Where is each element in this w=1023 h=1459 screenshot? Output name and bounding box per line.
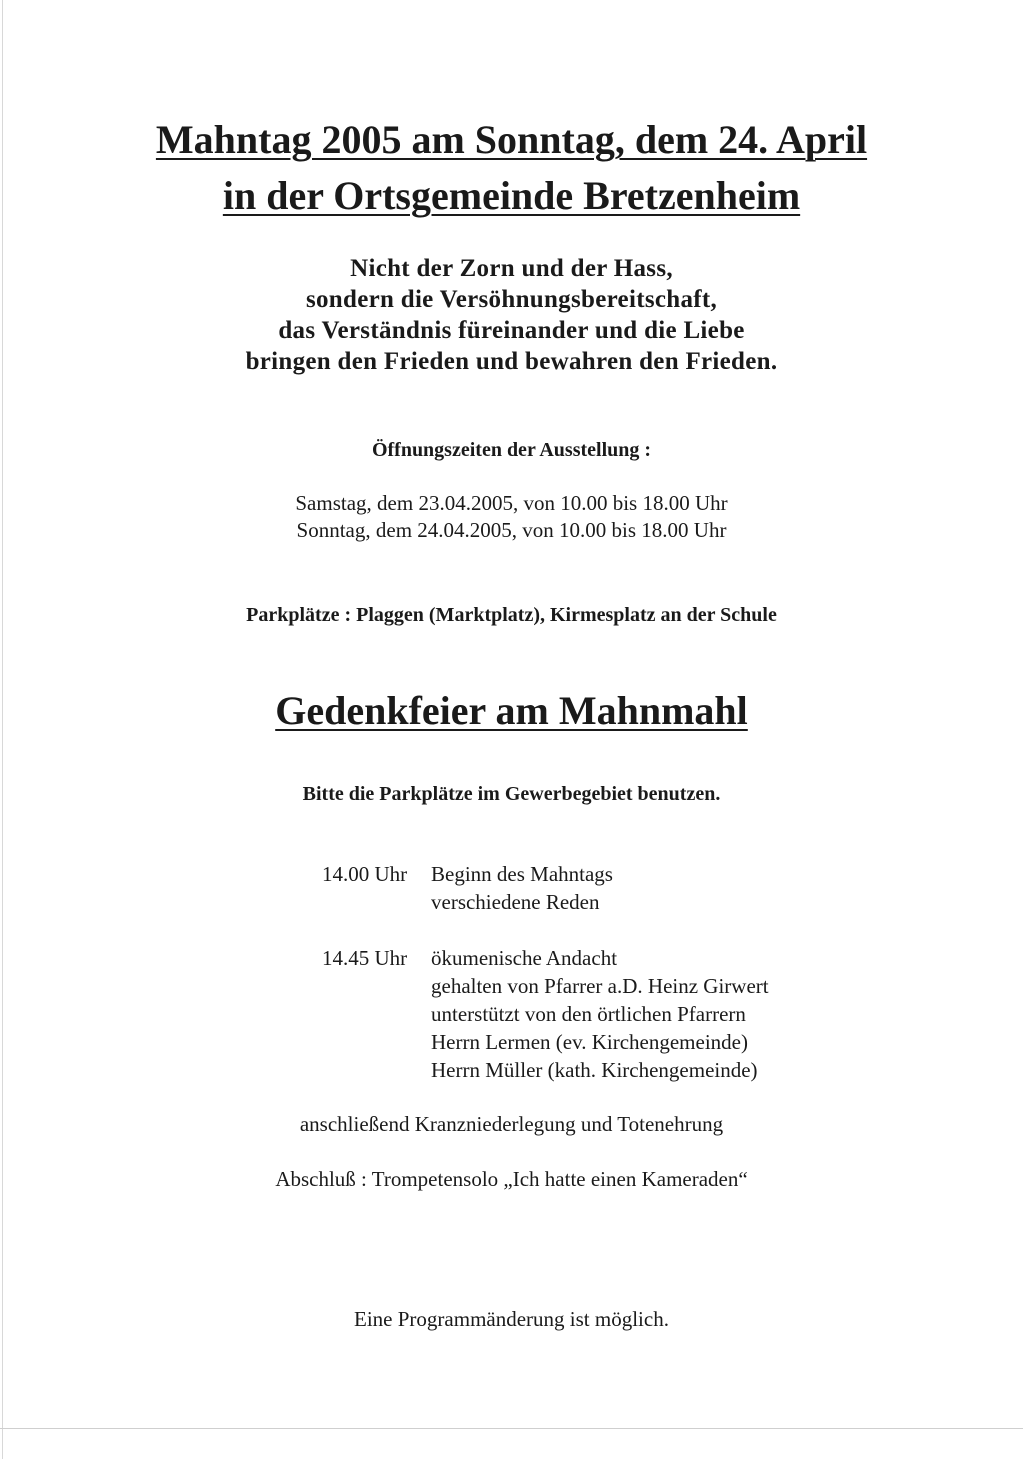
ceremony-title bbox=[0, 683, 1023, 739]
opening-hours-sunday: Sonntag, dem 24.04.2005, von 10.00 bis 18.00 Uhr bbox=[296, 518, 727, 542]
program-description bbox=[431, 944, 769, 1084]
program-time: 14.00 Uhr bbox=[322, 862, 408, 886]
motto-line-3: das Verständnis füreinander und die Liebe bbox=[278, 317, 745, 344]
program-description bbox=[431, 860, 613, 916]
program-line: Beginn des Mahntags bbox=[431, 862, 613, 886]
motto-block bbox=[0, 253, 1023, 377]
program-line: gehalten von Pfarrer a.D. Heinz Girwert bbox=[431, 974, 769, 998]
program-line: Herrn Lermen (ev. Kirchengemeinde) bbox=[431, 1030, 748, 1054]
motto-line-1: Nicht der Zorn und der Hass, bbox=[350, 255, 673, 282]
program-line: unterstützt von den örtlichen Pfarrern bbox=[431, 1002, 746, 1026]
document-title bbox=[0, 112, 1023, 224]
ceremony-parking-notice: Bitte die Parkplätze im Gewerbegebiet benutzen. bbox=[302, 783, 721, 805]
opening-hours-saturday: Samstag, dem 23.04.2005, von 10.00 bis 18.00 Uhr bbox=[295, 491, 728, 515]
motto-line-4: bringen den Frieden und bewahren den Frieden. bbox=[245, 348, 778, 375]
program-time: 14.45 Uhr bbox=[322, 946, 408, 970]
title-line-2: in der Ortsgemeinde Bretzenheim bbox=[222, 173, 801, 218]
program-line: Herrn Müller (kath. Kirchengemeinde) bbox=[431, 1058, 758, 1082]
wreath-laying-line: anschließend Kranzniederlegung und Totenehrung bbox=[299, 1112, 724, 1136]
parking-info: Parkplätze : Plaggen (Marktplatz), Kirmesplatz an der Schule bbox=[246, 604, 777, 626]
motto-line-2: sondern die Versöhnungsbereitschaft, bbox=[305, 286, 718, 313]
opening-hours-heading: Öffnungszeiten der Ausstellung : bbox=[371, 439, 652, 461]
title-line-1: Mahntag 2005 am Sonntag, dem 24. April bbox=[155, 117, 868, 162]
scan-edge-bottom bbox=[0, 1428, 1023, 1429]
program-line: ökumenische Andacht bbox=[431, 946, 618, 970]
program-change-note: Eine Programmänderung ist möglich. bbox=[354, 1307, 669, 1331]
ceremony-title-text: Gedenkfeier am Mahnmahl bbox=[275, 688, 748, 733]
program-line: verschiedene Reden bbox=[431, 890, 600, 914]
opening-hours-list bbox=[0, 490, 1023, 544]
closing-line: Abschluß : Trompetensolo „Ich hatte einen Kameraden“ bbox=[275, 1167, 748, 1191]
